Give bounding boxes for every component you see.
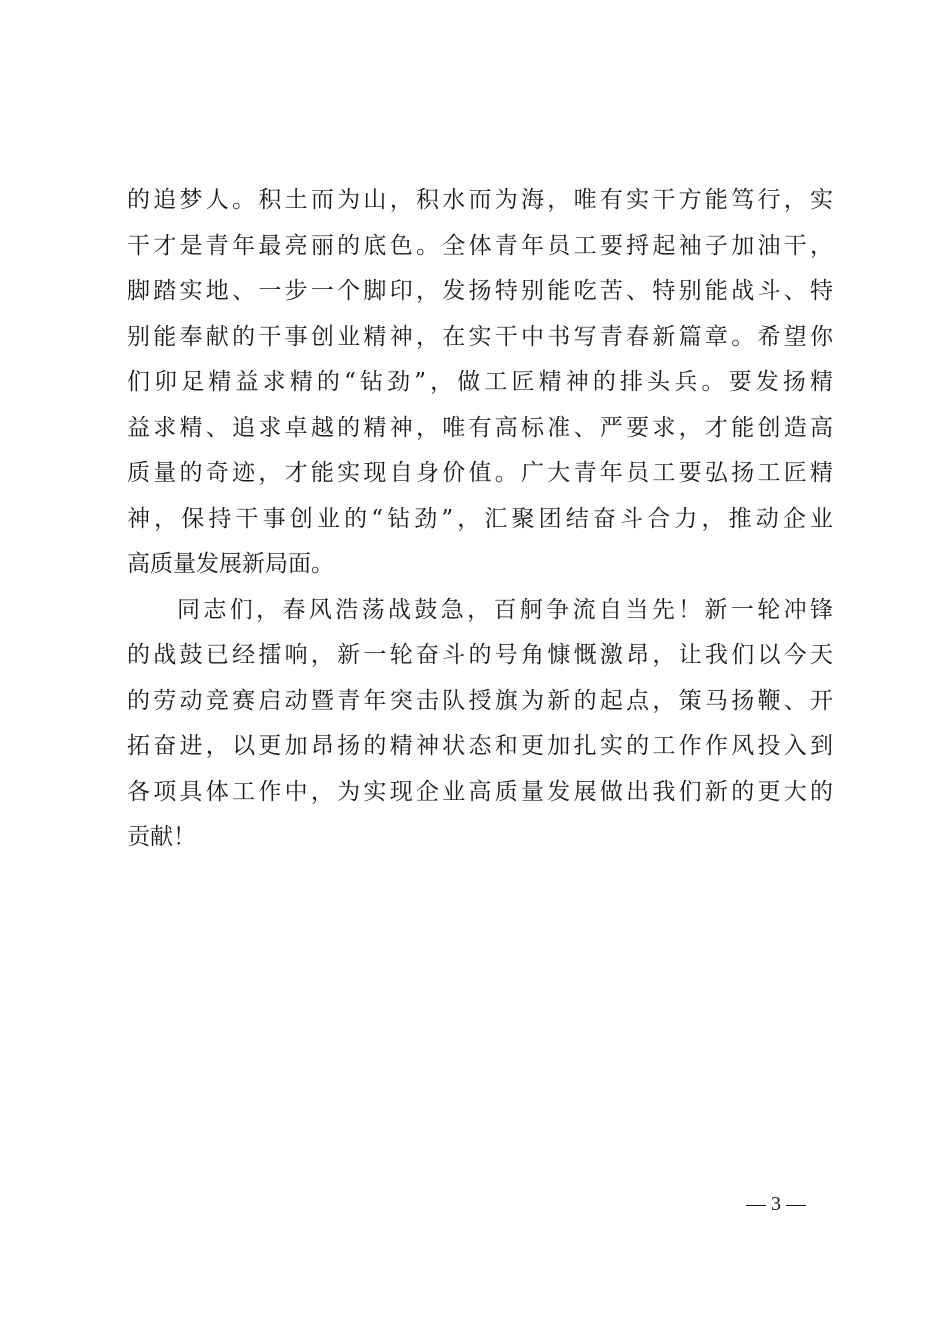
text-line: 的劳动竞赛启动暨青年突击队授旗为新的起点，策马扬鞭、开 xyxy=(127,687,833,714)
text-line: 益求精、追求卓越的精神，唯有高标准、严要求，才能创造高 xyxy=(127,414,833,441)
page-number: — 3 — xyxy=(746,1193,806,1215)
text-line: 的追梦人。积土而为山，积水而为海，唯有实干方能笃行，实 xyxy=(127,187,833,213)
text-line: 别能奉献的干事创业精神，在实干中书写青春新篇章。希望你 xyxy=(127,323,833,350)
text-line: 们卯足精益求精的“钻劲”，做工匠精神的排头兵。要发扬精 xyxy=(127,369,833,395)
document-body xyxy=(127,178,833,861)
text-line: 拓奋进，以更加昂扬的精神状态和更加扎实的工作作风投入到 xyxy=(127,733,833,759)
text-line: 同志们，春风浩荡战鼓急，百舸争流自当先！新一轮冲锋 xyxy=(177,596,833,623)
text-line: 干才是青年最亮丽的底色。全体青年员工要捋起袖子加油干， xyxy=(127,232,833,259)
text-line: 高质量发展新局面。 xyxy=(127,551,334,577)
text-line: 贡献！ xyxy=(127,824,196,850)
paragraph-1 xyxy=(127,178,833,588)
text-line: 脚踏实地、一步一个脚印，发扬特别能吃苦、特别能战斗、特 xyxy=(127,278,833,304)
text-line: 神，保持干事创业的“钻劲”，汇聚团结奋斗合力，推动企业 xyxy=(127,505,833,532)
text-line: 各项具体工作中，为实现企业高质量发展做出我们新的更大的 xyxy=(127,778,833,805)
text-line: 质量的奇迹，才能实现自身价值。广大青年员工要弘扬工匠精 xyxy=(127,460,833,486)
text-line: 的战鼓已经擂响，新一轮奋斗的号角慷慨激昂，让我们以今天 xyxy=(127,642,833,668)
paragraph-2 xyxy=(127,588,833,861)
